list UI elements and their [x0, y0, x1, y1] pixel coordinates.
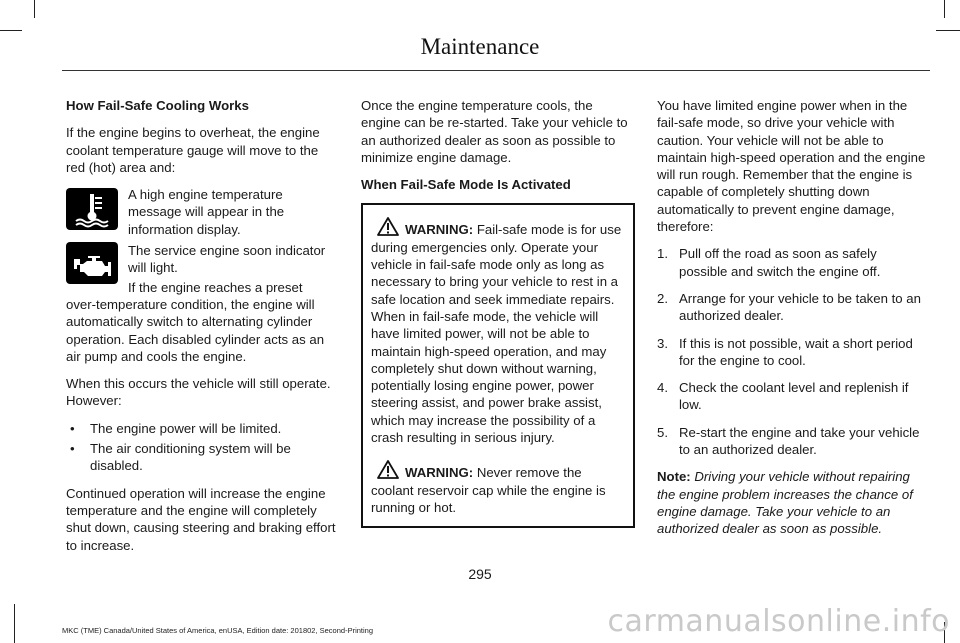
warning-coolant-cap: WARNING: Never remove the coolant reservoir cap while the engine is running or hot.: [371, 460, 627, 516]
page-title: Maintenance: [420, 34, 540, 59]
section-heading: How Fail-Safe Cooling Works: [66, 98, 249, 113]
list-item: 4. Check the coolant level and replenish if low.: [657, 380, 909, 413]
icon2-description: The service engine soon indicator will light.: [128, 243, 326, 276]
list-item: 3. If this is not possible, wait a short period for the engine to cool.: [657, 335, 913, 368]
crop-mark: [34, 0, 35, 18]
list-item: 2. Arrange for your vehicle to be taken to an authorized dealer.: [657, 290, 921, 324]
bullet: •: [70, 420, 75, 436]
list-item: 1. Pull off the road as soon as safely possible and switch the engine off.: [657, 246, 881, 279]
icon2-continuation: over-temperature condition, the engine will automatically switch to alternating cylinder operation. Each disabled cylinder acts as an air pump and cools the engine.: [66, 296, 325, 364]
limitation-list: [66, 420, 338, 475]
icon-row-engine: [66, 242, 338, 277]
icon2-continuation-first-line: If the engine reaches a preset: [128, 279, 303, 295]
restart-paragraph: Once the engine temperature cools, the engine can be re-started. Take your vehicle to an authorized dealer as soon as possible to minimize engine damage.: [361, 98, 628, 165]
icon1-description: A high engine temperature message will appear in the information display.: [128, 187, 285, 237]
page-number: 295: [468, 566, 492, 582]
left-column: [66, 97, 338, 564]
warning-failsafe: WARNING: Fail-safe mode is for use during emergencies only. Operate your vehicle in fail-safe mode only as long as necessary to bring your vehicle to rest in a safe location and seek immediate repairs. When in fail-safe mode, the vehicle will have limited power, will not be able to maintain high-speed operation, and may completely shut down without warning, potentially losing engine power, power steering assist, and power brake assist, which may increase the possibility of a crash resulting in serious injury.: [371, 217, 627, 446]
limited-power-paragraph: You have limited engine power when in the fail-safe mode, so drive your vehicle with caution. Your vehicle will not be able to maintain high-speed operation and the engine will run rough. Remember that the engine is capable of completely shutting down automatically to prevent engine damage, therefore:: [657, 98, 926, 235]
intro-paragraph: If the engine begins to overheat, the engine coolant temperature gauge will move to the red (hot) area and:: [66, 125, 320, 175]
operation-paragraph: When this occurs the vehicle will still operate. However:: [66, 376, 331, 409]
crop-mark: [14, 604, 15, 643]
coolant-temperature-icon: [66, 188, 118, 230]
icon-row-temperature: [66, 186, 338, 238]
crop-mark: [936, 30, 960, 31]
check-engine-icon: [66, 242, 118, 284]
right-column: [657, 97, 927, 548]
section-heading: When Fail-Safe Mode Is Activated: [361, 177, 571, 193]
list-item: • The engine power will be limited.: [70, 420, 282, 436]
warning-triangle-icon: [377, 460, 399, 479]
crop-mark: [0, 30, 22, 31]
list-item: 5. Re-start the engine and take your vehicle to an authorized dealer.: [657, 424, 920, 458]
note: Note: Driving your vehicle without repairing the engine problem increases the chance of engine damage. Take your vehicle to an authorized dealer as soon as possible.: [657, 469, 913, 537]
bullet: •: [70, 441, 75, 457]
continued-operation-paragraph: Continued operation will increase the engine temperature and the engine will completely shut down, causing steering and braking effort to increase.: [66, 485, 336, 553]
warning-triangle-icon: [377, 217, 399, 236]
watermark: carmanualsonline.info: [607, 604, 950, 639]
steps-list: [657, 245, 927, 458]
header-divider: [62, 70, 930, 71]
crop-mark: [944, 0, 945, 18]
footer-edition: MKC (TME) Canada/United States of America, enUSA, Edition date: 201802, Second-Printing: [62, 626, 373, 635]
list-item: • The air conditioning system will be disabled.: [70, 441, 291, 474]
warning-box: [361, 203, 635, 528]
middle-column: [361, 97, 635, 528]
